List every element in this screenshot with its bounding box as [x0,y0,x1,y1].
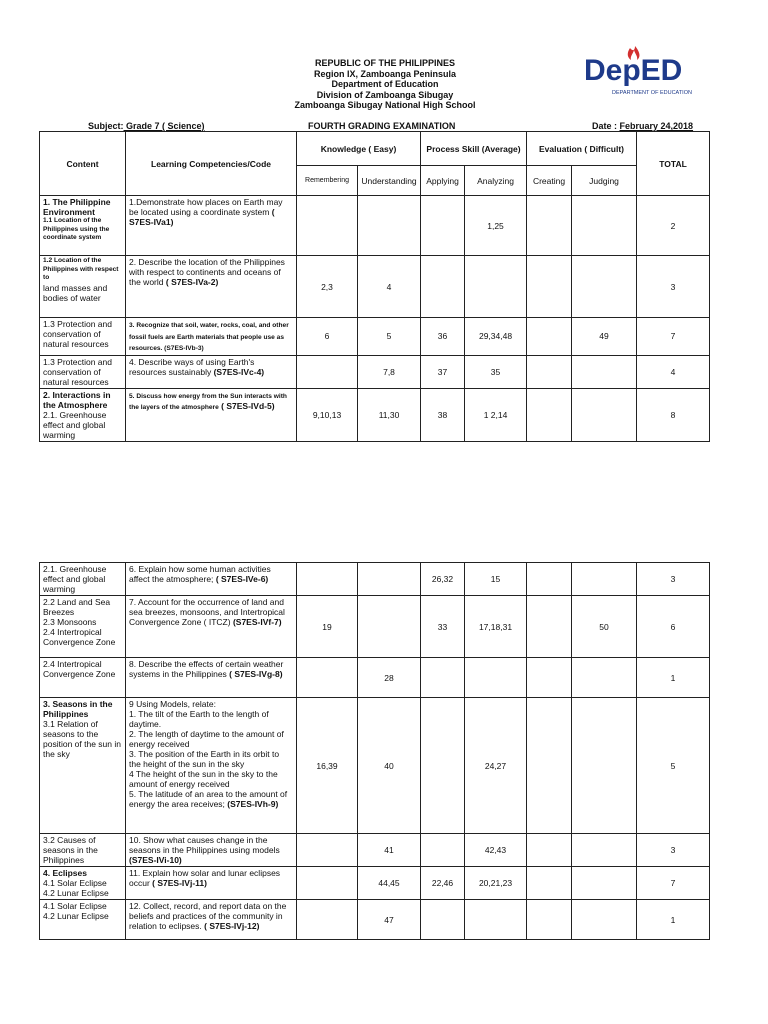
logo-subtitle: DEPARTMENT OF EDUCATION [612,90,692,96]
item-cell-total: 3 [637,563,710,596]
item-cell-rem [297,196,358,256]
item-cell-cre [527,388,572,441]
item-cell-app: 26,32 [421,563,465,596]
content-text: 3.1 Relation of seasons to the position of the sun in the sky [43,719,121,759]
item-cell-jud [572,388,637,441]
item-cell-und: 44,45 [358,867,421,900]
deped-logo [582,44,692,98]
table-row [40,388,710,441]
item-cell-und: 41 [358,834,421,867]
item-cell-app: 38 [421,388,465,441]
table-row [40,834,710,867]
item-cell-app [421,900,465,940]
competency-text: 11. Explain how solar and lunar eclipses occur [129,868,281,888]
item-cell-ana: 1,25 [465,196,527,256]
item-cell-cre [527,596,572,658]
competency-code: ( S7ES-IVj-11) [152,878,207,888]
item-cell-und: 28 [358,658,421,698]
item-cell-jud [572,698,637,834]
competency-code: ( S7ES-IVg-8) [229,669,283,679]
item-cell-und [358,196,421,256]
content-cell [40,256,126,318]
competency-cell [126,834,297,867]
competency-text: 5. Discuss how energy from the Sun interacts with the layers of the atmosphere [129,392,287,411]
content-title: 1. The Philippine Environment [43,197,111,217]
item-cell-total: 7 [637,867,710,900]
item-cell-und: 11,30 [358,388,421,441]
col-header-process: Process Skill (Average) [421,132,527,166]
table-row [40,900,710,940]
subheader-creating: Creating [527,166,572,196]
competency-text: 6. Explain how some human activities affect the atmosphere; [129,564,271,584]
item-cell-jud [572,256,637,318]
table-row [40,596,710,658]
competency-text: 7. Account for the occurrence of land and sea breezes, monsoons, and Intertropical Convergence Zone ( ITCZ) [129,597,285,627]
content-cell [40,563,126,596]
competency-code: ( S7ES-IVa1) [129,207,275,227]
item-cell-rem: 9,10,13 [297,388,358,441]
item-cell-jud [572,563,637,596]
content-text: 4.1 Solar Eclipse 4.2 Lunar Eclipse [43,878,109,898]
table-row [40,698,710,834]
table-row [40,658,710,698]
item-cell-total: 2 [637,196,710,256]
table-row [40,256,710,318]
col-header-total: TOTAL [637,132,710,196]
content-text: 1.3 Protection and conservation of natural resources [43,356,112,387]
item-cell-ana: 29,34,48 [465,318,527,356]
date-line [592,121,693,131]
item-cell-app [421,698,465,834]
competency-cell [126,355,297,388]
item-cell-total: 1 [637,658,710,698]
subheader-remembering: Remembering [297,166,358,196]
item-cell-cre [527,658,572,698]
competency-text: 2. Describe the location of the Philippines with respect to continents and oceans of the world [129,257,285,287]
content-cell [40,867,126,900]
item-cell-app [421,658,465,698]
competency-text: 3. Recognize that soil, water, rocks, coal, and other fossil fuels are Earth materials that people use as resources. (S7ES-IVb-3) [129,322,289,352]
item-cell-und: 4 [358,256,421,318]
table-row [40,196,710,256]
item-cell-total: 1 [637,900,710,940]
item-cell-rem: 6 [297,318,358,356]
subject-value: Grade 7 ( Science) [123,121,205,131]
content-cell [40,698,126,834]
competency-text: 9 Using Models, relate: 1. The tilt of the Earth to the length of daytime. 2. The length of daytime to the amount of energy received 3. The position of the Earth in its orbit to the height of the sun in the sky 4 The height of the sun in the sky to the amount of energy received 5. The latitude of an area to the amount of energy the area receives; [129,699,288,809]
item-cell-ana [465,900,527,940]
subheader-applying: Applying [421,166,465,196]
item-cell-total: 8 [637,388,710,441]
table-row [40,318,710,356]
item-cell-cre [527,318,572,356]
competency-code: ( S7ES-IVa-2) [165,277,219,287]
item-cell-ana: 15 [465,563,527,596]
table-row [40,867,710,900]
content-cell [40,900,126,940]
item-cell-jud: 49 [572,318,637,356]
item-cell-app: 22,46 [421,867,465,900]
item-cell-jud [572,900,637,940]
table-row [40,355,710,388]
item-cell-ana: 20,21,23 [465,867,527,900]
subheader-understanding: Understanding [358,166,421,196]
content-text: 1.3 Protection and conservation of natural resources [43,319,112,349]
item-cell-rem [297,658,358,698]
item-cell-cre [527,834,572,867]
competency-cell [126,900,297,940]
competency-text: 4. Describe ways of using Earth's resources sustainably [129,356,255,377]
item-cell-rem: 16,39 [297,698,358,834]
item-cell-total: 7 [637,318,710,356]
subject-label: Subject: [88,121,124,131]
item-cell-und: 47 [358,900,421,940]
content-text: land masses and bodies of water [43,282,108,303]
item-cell-cre [527,196,572,256]
item-cell-cre [527,256,572,318]
header-line-5: Zamboanga Sibugay National High School [294,100,476,110]
competency-cell [126,867,297,900]
competency-code: ( S7ES-IVe-6) [215,574,269,584]
item-cell-cre [527,867,572,900]
item-cell-rem [297,900,358,940]
item-cell-rem [297,867,358,900]
competency-cell [126,388,297,441]
header-line-3: Department of Education [331,79,439,89]
competency-text: 10. Show what causes change in the seasons in the Philippines using models [129,835,280,855]
content-title: 4. Eclipses [43,868,87,878]
competency-code: (S7ES-IVc-4) [213,366,265,377]
item-cell-total: 5 [637,698,710,834]
tos-table-page-2 [39,562,710,940]
item-cell-rem: 2,3 [297,256,358,318]
item-cell-jud [572,867,637,900]
competency-code: ( S7ES-IVd-5) [221,401,275,411]
content-cell [40,388,126,441]
content-text: 2.1. Greenhouse effect and global warming [43,564,107,594]
content-cell [40,318,126,356]
content-title: 2. Interactions in the Atmosphere [43,389,111,410]
item-cell-jud [572,355,637,388]
competency-cell [126,698,297,834]
item-cell-total: 6 [637,596,710,658]
item-cell-und [358,563,421,596]
item-cell-rem [297,563,358,596]
content-text: 1.1 Location of the Philippines using the coordinate system [43,217,110,241]
item-cell-ana: 24,27 [465,698,527,834]
item-cell-rem [297,834,358,867]
item-cell-cre [527,900,572,940]
competency-cell [126,318,297,356]
competency-text: 1.Demonstrate how places on Earth may be located using a coordinate system [129,197,283,217]
tos-table-page-1 [39,131,710,442]
item-cell-cre [527,698,572,834]
item-cell-app [421,196,465,256]
content-text: 2.2 Land and Sea Breezes 2.3 Monsoons 2.4 Intertropical Convergence Zone [43,597,116,647]
competency-text: 12. Collect, record, and report data on the beliefs and practices of the community in relation to eclipses. [129,901,287,931]
col-header-content: Content [40,132,126,196]
item-cell-rem: 19 [297,596,358,658]
content-title: 3. Seasons in the Philippines [43,699,113,719]
item-cell-und: 40 [358,698,421,834]
item-cell-und [358,596,421,658]
item-cell-cre [527,563,572,596]
header-line-1: REPUBLIC OF THE PHILIPPINES [314,58,455,68]
content-title: 1.2 Location of the Philippines with respect to [43,257,119,281]
content-cell [40,834,126,867]
item-cell-app: 33 [421,596,465,658]
item-cell-app: 36 [421,318,465,356]
competency-text: 8. Describe the effects of certain weather systems in the Philippines [129,659,284,679]
content-cell [40,658,126,698]
date-label: Date : [592,121,620,131]
item-cell-jud [572,658,637,698]
subheader-analyzing: Analyzing [465,166,527,196]
item-cell-ana: 1 2,14 [465,388,527,441]
col-header-knowledge: Knowledge ( Easy) [297,132,421,166]
item-cell-und: 7,8 [358,355,421,388]
competency-cell [126,563,297,596]
competency-cell [126,196,297,256]
header-line-2: Region IX, Zamboanga Peninsula [313,68,457,79]
content-text: 3.2 Causes of seasons in the Philippines [43,835,98,865]
competency-cell [126,256,297,318]
table-row [40,563,710,596]
content-text: 4.1 Solar Eclipse 4.2 Lunar Eclipse [43,901,109,921]
item-cell-ana: 35 [465,355,527,388]
content-text: 2.1. Greenhouse effect and global warming [43,409,107,440]
subheader-judging: Judging [572,166,637,196]
content-cell [40,596,126,658]
col-header-competencies: Learning Competencies/Code [126,132,297,196]
item-cell-ana: 17,18,31 [465,596,527,658]
document-header [230,58,540,111]
competency-code: (S7ES-IVi-10) [129,855,182,865]
exam-title: FOURTH GRADING EXAMINATION [308,121,456,131]
competency-code: (S7ES-IVf-7) [232,617,282,627]
date-value: February 24,2018 [619,121,694,131]
item-cell-total: 4 [637,355,710,388]
item-cell-app [421,834,465,867]
competency-code: ( S7ES-IVj-12) [204,921,260,931]
header-line-4: Division of Zamboanga Sibugay [316,89,454,100]
item-cell-cre [527,355,572,388]
item-cell-ana [465,658,527,698]
content-text: 2.4 Intertropical Convergence Zone [43,659,116,679]
competency-cell [126,596,297,658]
item-cell-app: 37 [421,355,465,388]
item-cell-ana: 42,43 [465,834,527,867]
item-cell-jud: 50 [572,596,637,658]
content-cell [40,196,126,256]
item-cell-app [421,256,465,318]
item-cell-jud [572,834,637,867]
competency-code: (S7ES-IVh-9) [227,799,279,809]
content-cell [40,355,126,388]
item-cell-total: 3 [637,256,710,318]
col-header-evaluation: Evaluation ( Difficult) [527,132,637,166]
subject-line [88,121,205,131]
logo-text: DepED [584,54,683,87]
item-cell-ana [465,256,527,318]
competency-cell [126,658,297,698]
item-cell-jud [572,196,637,256]
item-cell-total: 3 [637,834,710,867]
item-cell-rem [297,355,358,388]
item-cell-und: 5 [358,318,421,356]
